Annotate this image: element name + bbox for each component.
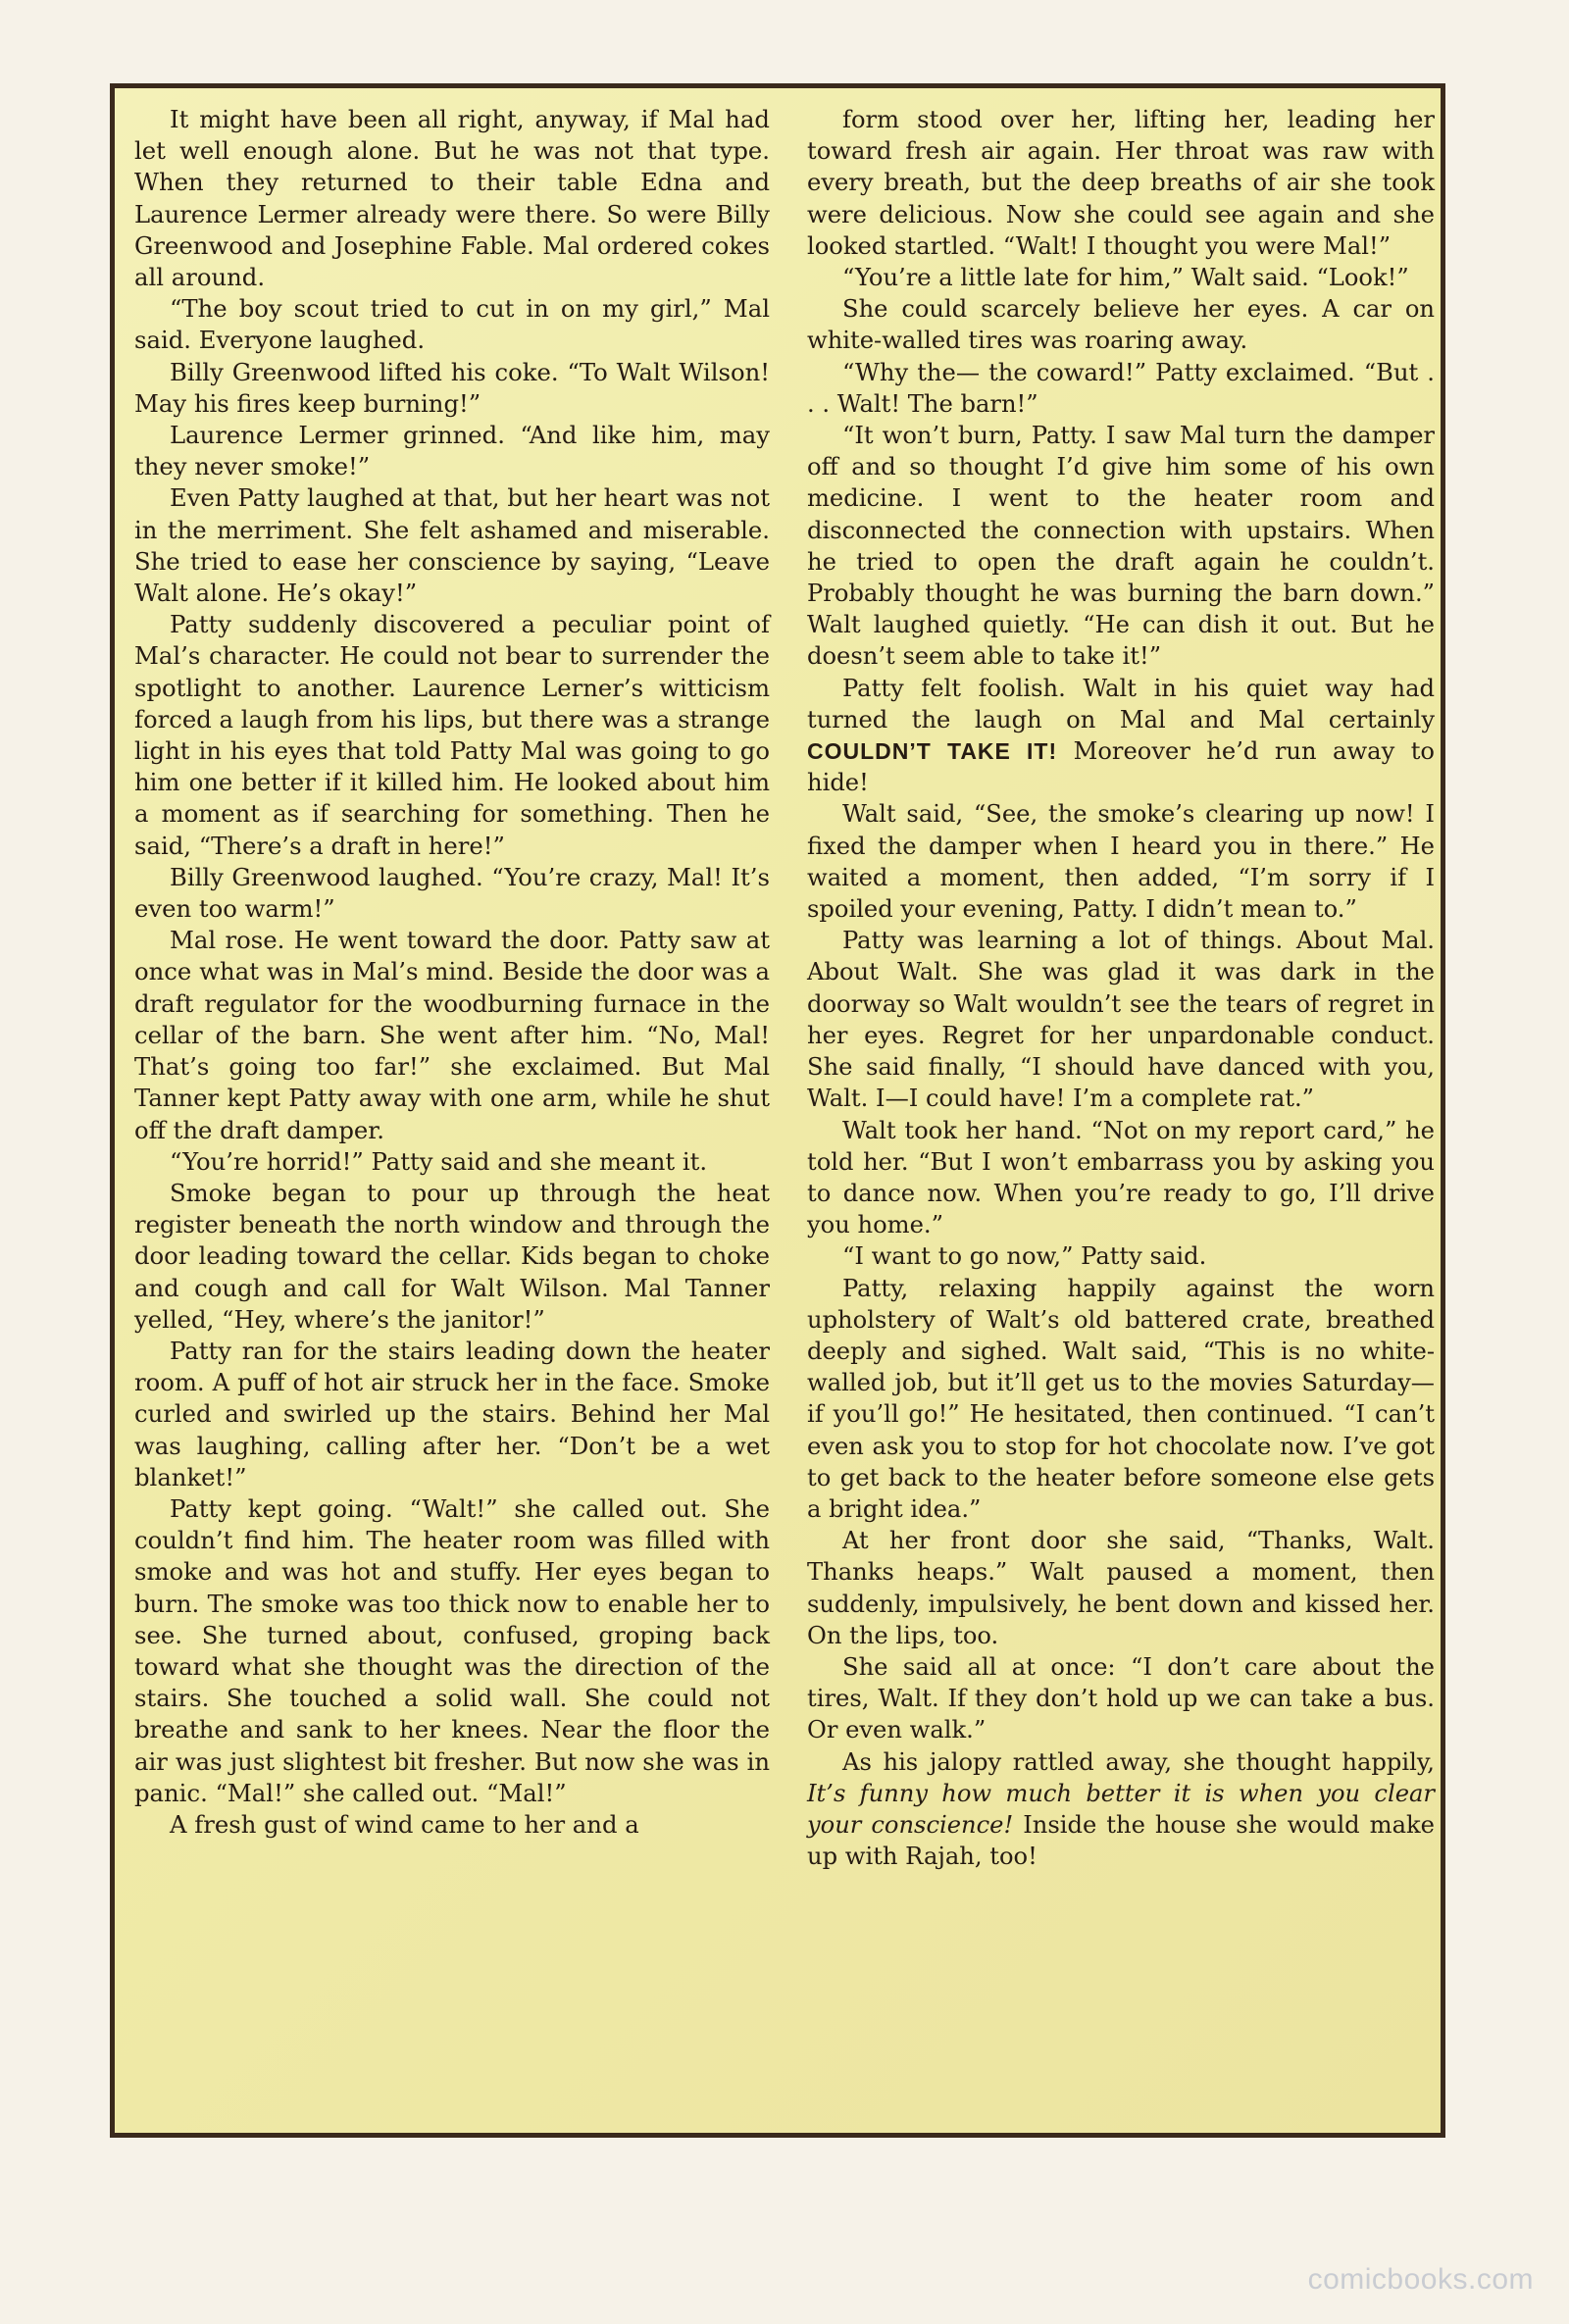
paragraph: Patty kept going. “Walt!” she called out. She couldn’t find him. The heater room was filled with smoke and was hot and stuffy. Her eyes began to burn. The smoke was too thick now to enable her to see. She turned about, confused, groping back toward what she thought was the direction of the stairs. She touched a solid wall. She could not breathe and sank to her knees. Near the floor the air was just slightest bit fresher. But now she was in panic. “Mal!” she called out. “Mal!” (134, 1493, 770, 1807)
paragraph: It might have been all right, anyway, if Mal had let well enough alone. But he was not that type. When they returned to their table Edna and Laurence Lermer already were there. So were Billy Greenwood and Josephine Fable. Mal ordered cokes all around. (134, 105, 770, 292)
text-run: Patty felt foolish. Walt in his quiet way had turned the laugh on Mal and Mal certainly (807, 674, 1435, 733)
paragraph: Patty was learning a lot of things. About Mal. About Walt. She was glad it was dark in the doorway so Walt wouldn’t see the tears of regret in her eyes. Regret for her unpardonable conduct. She said finally, “I should have danced with you, Walt. I—I could have! I’m a complete rat.” (807, 927, 1435, 1113)
paragraph: A fresh gust of wind came to her and a (170, 1809, 639, 1839)
paragraph: Smoke began to pour up through the heat register beneath the north window and through the door leading toward the cellar. Kids began to choke and cough and call for Walt Wilson. Mal Tanner yelled, “Hey, where’s the janitor!” (134, 1178, 770, 1334)
paragraph (807, 673, 1435, 799)
paragraph: Walt took her hand. “Not on my report card,” he told her. “But I won’t embarrass you by asking you to dance now. When you’re ready to go, I’ll drive you home.” (807, 1116, 1435, 1239)
paragraph: “The boy scout tried to cut in on my girl,” Mal said. Everyone laughed. (134, 294, 770, 355)
italic-thought-text: It’s funny how much better it is when you clear your conscience! (807, 1779, 1435, 1839)
paragraph: Even Patty laughed at that, but her heart was not in the merriment. She felt ashamed and miserable. She tried to ease her conscience by saying, “Leave Walt alone. He’s okay!” (134, 483, 770, 608)
paragraph: Billy Greenwood laughed. “You’re crazy, Mal! It’s even too warm!” (134, 862, 770, 924)
paragraph: At her front door she said, “Thanks, Walt. Thanks heaps.” Walt paused a moment, then suddenly, impulsively, he bent down and kissed her. On the lips, too. (807, 1527, 1435, 1649)
paragraph: Patty, relaxing happily against the worn upholstery of Walt’s old battered crate, breathed deeply and sighed. Walt said, “This is no white-walled job, but it’ll get us to the movies Saturday—if you’ll go!” He hesitated, then continued. “I can’t even ask you to stop for hot chocolate now. I’ve got to get back to the heater before someone else gets a bright idea.” (807, 1274, 1435, 1523)
paragraph: “It won’t burn, Patty. I saw Mal turn the damper off and so thought I’d give him some of his own medicine. I went to the heater room and disconnected the connection with upstairs. When he tried to open the draft again he couldn’t. Probably thought he was burning the barn down.” Walt laughed quietly. “He can dish it out. But he doesn’t seem able to take it!” (807, 422, 1435, 671)
emphasized-caps-text: COULDN’T TAKE IT! (807, 738, 1058, 765)
story-page (110, 83, 1445, 2138)
paragraph: Billy Greenwood lifted his coke. “To Walt Wilson! May his fires keep burning!” (134, 357, 770, 418)
paragraph: “I want to go now,” Patty said. (842, 1242, 1207, 1271)
paragraph (807, 1746, 1435, 1873)
paragraph: She could scarcely believe her eyes. A car on white-walled tires was roaring away. (807, 295, 1435, 355)
site-watermark: comicbooks.com (1307, 2263, 1534, 2296)
paragraph: Patty ran for the stairs leading down the heater room. A puff of hot air struck her in the face. Smoke curled and swirled up the stairs. Behind her Mal was laughing, calling after her. “Don’t be a wet blanket!” (134, 1336, 770, 1491)
text-run: Inside the house she would make up with Rajah, too! (807, 1810, 1435, 1871)
paragraph: Patty suddenly discovered a peculiar point of Mal’s character. He could not bear to surrender the spotlight to another. Laurence Lerner’s witticism forced a laugh from his lips, but there was a strange light in his eyes that told Patty Mal was going to go him one better if it killed him. He looked about him a moment as if searching for something. Then he said, “There’s a draft in here!” (134, 610, 770, 860)
paragraph: “You’re horrid!” Patty said and she meant it. (170, 1146, 708, 1176)
paragraph: Laurence Lermer grinned. “And like him, may they never smoke!” (134, 421, 770, 481)
paragraph: Mal rose. He went toward the door. Patty saw at once what was in Mal’s mind. Beside the door was a draft regulator for the woodburning furnace in the cellar of the barn. She went after him. “No, Mal! That’s going too far!” she exclaimed. But Mal Tanner kept Patty away with one arm, while he shut off the draft damper. (134, 926, 770, 1144)
paragraph: “Why the— the coward!” Patty exclaimed. “But . . . Walt! The barn!” (807, 358, 1435, 418)
paragraph: form stood over her, lifting her, leading her toward fresh air again. Her throat was raw with every breath, but the deep breaths of air she took were delicious. Now she could see again and she looked startled. “Walt! I thought you were Mal!” (807, 106, 1435, 260)
left-text-column (134, 104, 770, 1841)
paragraph: “You’re a little late for him,” Walt said. “Look!” (842, 264, 1409, 292)
right-text-column (807, 104, 1435, 1872)
text-run: As his jalopy rattled away, she thought happily, (842, 1747, 1435, 1776)
paragraph: Walt said, “See, the smoke’s clearing up now! I fixed the damper when I heard you in there.” He waited a moment, then added, “I’m sorry if I spoiled your evening, Patty. I didn’t mean to.” (807, 800, 1435, 924)
paragraph: She said all at once: “I don’t care about the tires, Walt. If they don’t hold up we can take a bus. Or even walk.” (807, 1652, 1435, 1744)
text-run: Moreover he’d run away to hide! (807, 737, 1435, 797)
